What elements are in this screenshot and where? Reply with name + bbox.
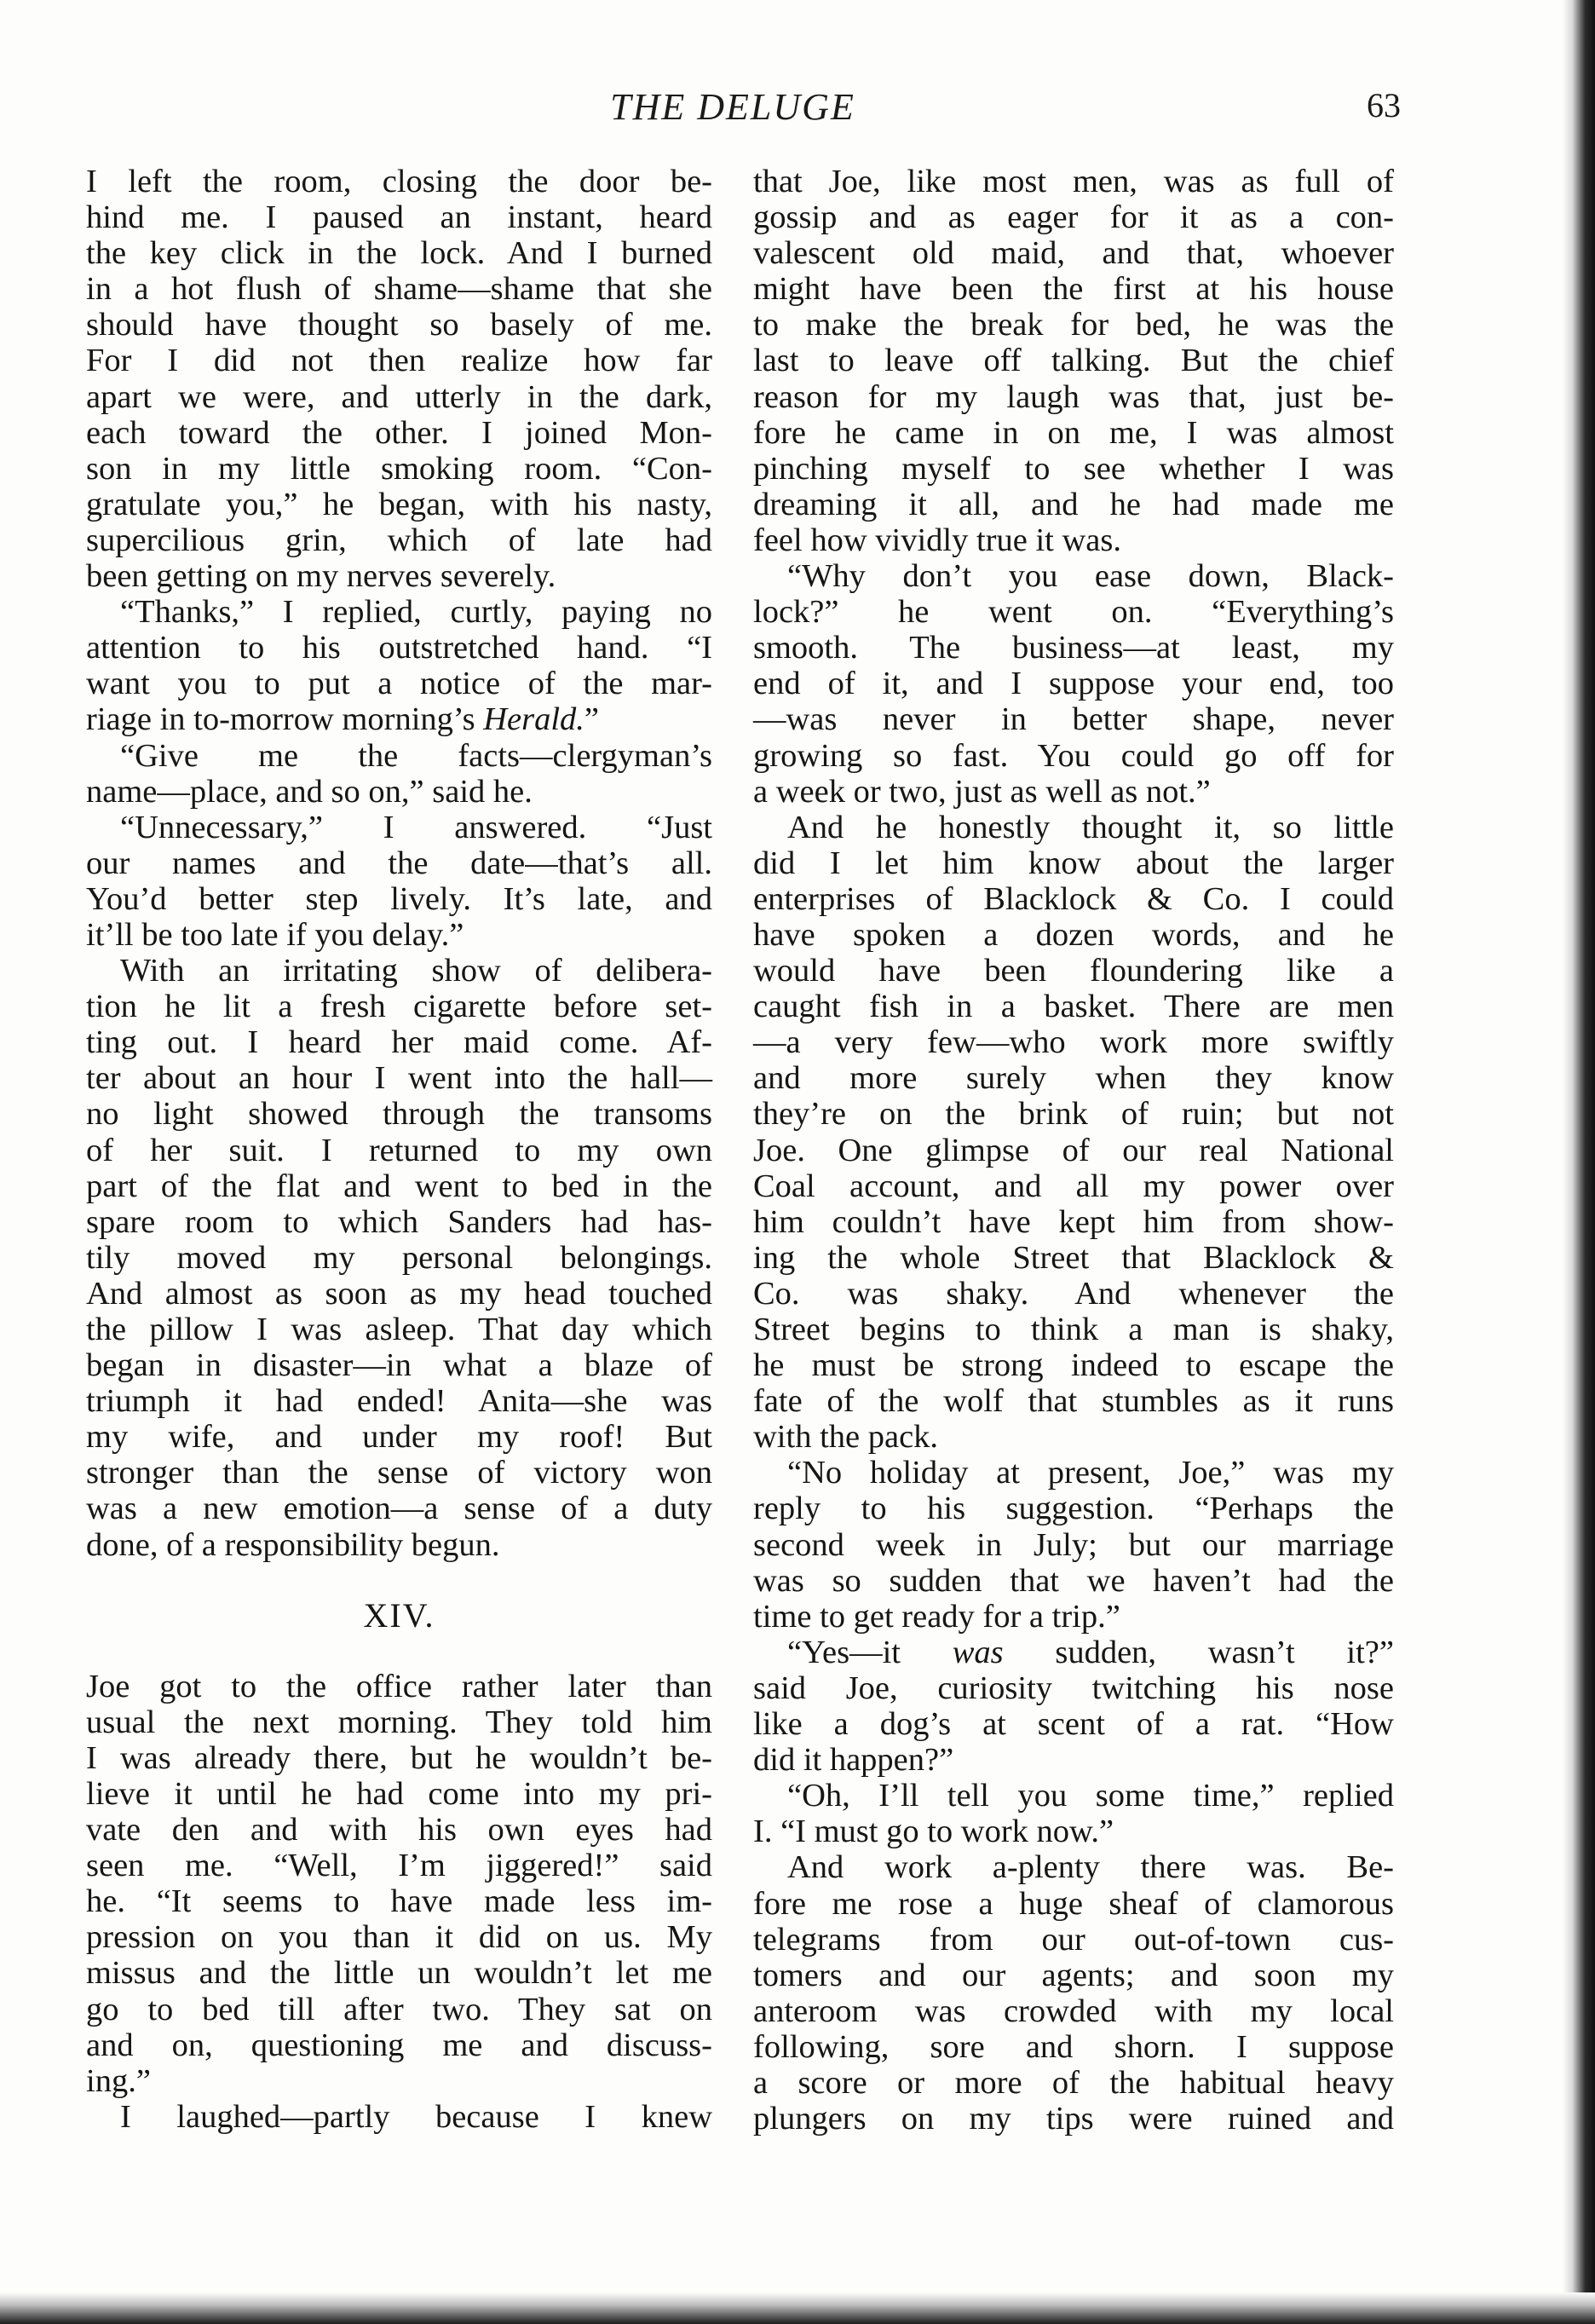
text-line: name—place, and so on,” said he. <box>86 773 533 810</box>
scan-bottom-shadow <box>0 2292 1595 2324</box>
text-line: Joe got to the office rather later than <box>86 1668 712 1704</box>
paragraph <box>753 164 1394 558</box>
text-line: that Joe, like most men, was as full of <box>753 164 1394 199</box>
text-line: “Thanks,” I replied, curtly, paying no <box>120 594 712 631</box>
text-line: —a very few—who work more swiftly <box>753 1024 1394 1061</box>
text-line: “No holiday at present, Joe,” was my <box>787 1455 1394 1491</box>
text-line: the pillow I was asleep. That day which <box>86 1312 712 1347</box>
text-line: gratulate you,” he began, with his nasty, <box>86 486 712 522</box>
text-line: and more surely when they know <box>753 1060 1394 1097</box>
text-line: telegrams from our out-of-town cus- <box>753 1921 1394 1958</box>
paragraph <box>753 1635 1394 1778</box>
text-line: caught fish in a basket. There are men <box>753 989 1394 1025</box>
text-line: of her suit. I returned to my own <box>86 1132 712 1168</box>
text-line: ing the whole Street that Blacklock & <box>753 1239 1394 1276</box>
text-line: last to leave off talking. But the chief <box>753 343 1394 379</box>
text-line: tomers and our agents; and soon my <box>753 1957 1394 1993</box>
text-line: I left the room, closing the door be- <box>86 164 712 199</box>
text-line: I was already there, but he wouldn’t be- <box>86 1739 712 1776</box>
text-line: ter about an hour I went into the hall— <box>86 1060 712 1097</box>
right-column <box>753 164 1394 2137</box>
text-line: ing.” <box>86 2062 151 2099</box>
text-line <box>86 701 712 737</box>
text-line: have spoken a dozen words, and he <box>753 916 1394 953</box>
text-line: the key click in the lock. And I burned <box>86 235 712 272</box>
text-line: tily moved my personal belongings. <box>86 1239 712 1276</box>
text-line: feel how vividly true it was. <box>753 522 1121 558</box>
text-line: want you to put a notice of the mar- <box>86 666 712 702</box>
text-line: enterprises of Blacklock & Co. I could <box>753 880 1394 917</box>
text-run: ” <box>584 701 599 738</box>
paragraph <box>86 738 712 810</box>
section-heading: XIV. <box>363 1595 435 1635</box>
paragraph <box>753 1778 1394 1849</box>
paragraph <box>753 810 1394 1456</box>
text-line: attention to his outstretched hand. “I <box>86 630 712 666</box>
text-line: I. “I must go to work now.” <box>753 1814 1114 1850</box>
text-line: tion he lit a fresh cigarette before set- <box>86 989 712 1025</box>
text-line: seen me. “Well, I’m jiggered!” said <box>86 1848 712 1884</box>
text-line: ting out. I heard her maid come. Af- <box>86 1024 712 1061</box>
text-line: son in my little smoking room. “Con- <box>86 450 712 487</box>
text-line: fore me rose a huge sheaf of clamorous <box>753 1885 1394 1922</box>
paragraph <box>86 953 712 1563</box>
paragraph <box>86 1669 712 2099</box>
text-line: fore he came in on me, I was almost <box>753 414 1394 451</box>
text-line: Joe. One glimpse of our real National <box>753 1132 1394 1168</box>
left-column <box>86 164 712 2135</box>
text-line: pinching myself to see whether I was <box>753 450 1394 487</box>
emphasized-word: was <box>952 1634 1004 1670</box>
text-line: lock?” he went on. “Everything’s <box>753 594 1394 631</box>
text-line: time to get ready for a trip.” <box>753 1598 1120 1635</box>
text-line: would have been floundering like a <box>753 953 1394 989</box>
paragraph <box>86 810 712 953</box>
text-line: it’ll be too late if you delay.” <box>86 916 464 953</box>
text-line: “Why don’t you ease down, Black- <box>787 558 1394 595</box>
text-line: pression on you than it did on us. My <box>86 1919 712 1956</box>
paragraph <box>86 2099 712 2135</box>
text-line: did I let him know about the larger <box>753 845 1394 881</box>
text-line: apart we were, and utterly in the dark, <box>86 378 712 415</box>
text-line: gossip and as eager for it as a con- <box>753 199 1394 236</box>
text-line: was so sudden that we haven’t had the <box>753 1562 1394 1599</box>
text-line: our names and the date—that’s all. <box>86 845 712 881</box>
text-line: might have been the first at his house <box>753 271 1394 308</box>
text-line: And work a-plenty there was. Be- <box>787 1849 1394 1886</box>
text-line: like a dog’s at scent of a rat. “How <box>753 1706 1394 1743</box>
text-run: riage in to-morrow morning’s <box>86 701 484 738</box>
text-line: lieve it until he had come into my pri- <box>86 1775 712 1812</box>
paragraph <box>753 1849 1394 2137</box>
text-line: missus and the little un wouldn’t let me <box>86 1955 712 1992</box>
paragraph <box>86 164 712 594</box>
text-line: dreaming it all, and he had made me <box>753 486 1394 522</box>
text-line: anteroom was crowded with my local <box>753 1992 1394 2029</box>
text-line: to make the break for bed, he was the <box>753 307 1394 343</box>
text-line: fate of the wolf that stumbles as it runs <box>753 1383 1394 1420</box>
paragraph <box>753 558 1394 810</box>
text-line: and on, questioning me and discuss- <box>86 2027 712 2063</box>
paragraph <box>86 594 712 737</box>
newspaper-title: Herald. <box>483 701 584 738</box>
text-line: —was never in better shape, never <box>753 701 1394 738</box>
text-line: a score or more of the habitual heavy <box>753 2064 1394 2101</box>
text-run: sudden, wasn’t it?” <box>1003 1634 1394 1670</box>
text-line: reason for my laugh was that, just be- <box>753 378 1394 415</box>
text-run: “Yes—it <box>787 1634 953 1670</box>
text-line: hind me. I paused an instant, heard <box>86 199 712 236</box>
text-line: spare room to which Sanders had has- <box>86 1203 712 1240</box>
scan-edge-shadow <box>1563 0 1595 2324</box>
text-line: reply to his suggestion. “Perhaps the <box>753 1491 1394 1527</box>
text-line: I laughed—partly because I knew <box>120 2098 712 2135</box>
text-line: should have thought so basely of me. <box>86 307 712 343</box>
text-line: Street begins to think a man is shaky, <box>753 1312 1394 1347</box>
text-line: in a hot flush of shame—shame that she <box>86 271 712 308</box>
text-line: You’d better step lively. It’s late, and <box>86 880 712 917</box>
text-line: him couldn’t have kept him from show- <box>753 1203 1394 1240</box>
text-line: been getting on my nerves severely. <box>86 558 556 595</box>
text-line: plungers on my tips were ruined and <box>753 2101 1394 2137</box>
paragraph <box>753 1455 1394 1634</box>
text-line: began in disaster—in what a blaze of <box>86 1347 712 1384</box>
text-line <box>753 1635 1394 1670</box>
text-line: end of it, and I suppose your end, too <box>753 666 1394 702</box>
text-line: said Joe, curiosity twitching his nose <box>753 1669 1394 1706</box>
text-line: “Oh, I’ll tell you some time,” replied <box>787 1778 1394 1814</box>
text-line: was a new emotion—a sense of a duty <box>86 1491 712 1527</box>
text-line: second week in July; but our marriage <box>753 1526 1394 1563</box>
text-line: valescent old maid, and that, whoever <box>753 235 1394 272</box>
text-line: smooth. The business—at least, my <box>753 630 1394 666</box>
text-line: vate den and with his own eyes had <box>86 1812 712 1848</box>
text-line: with the pack. <box>753 1419 939 1456</box>
text-line: he must be strong indeed to escape the <box>753 1347 1394 1384</box>
text-line: go to bed till after two. They sat on <box>86 1991 712 2027</box>
text-line: he. “It seems to have made less im- <box>86 1883 712 1920</box>
text-line: done, of a responsibility begun. <box>86 1526 500 1563</box>
text-line: part of the flat and went to bed in the <box>86 1168 712 1204</box>
text-line: a week or two, just as well as not.” <box>753 773 1211 810</box>
text-line: following, sore and shorn. I suppose <box>753 2028 1394 2065</box>
text-line: each toward the other. I joined Mon- <box>86 414 712 451</box>
text-line: “Unnecessary,” I answered. “Just <box>120 809 712 845</box>
text-line: stronger than the sense of victory won <box>86 1455 712 1491</box>
text-line: did it happen?” <box>753 1742 954 1779</box>
text-line: usual the next morning. They told him <box>86 1704 712 1740</box>
page-number: 63 <box>1367 86 1401 124</box>
text-line: they’re on the brink of ruin; but not <box>753 1096 1394 1133</box>
text-line: And he honestly thought it, so little <box>787 809 1394 845</box>
text-line: my wife, and under my roof! But <box>86 1419 712 1456</box>
text-line: Coal account, and all my power over <box>753 1168 1394 1204</box>
text-line: “Give me the facts—clergyman’s <box>120 737 712 774</box>
text-line: growing so fast. You could go off for <box>753 737 1394 774</box>
text-line: Co. was shaky. And whenever the <box>753 1275 1394 1312</box>
text-line: no light showed through the transoms <box>86 1096 712 1133</box>
text-line: And almost as soon as my head touched <box>86 1275 712 1312</box>
text-line: For I did not then realize how far <box>86 343 712 379</box>
text-line: With an irritating show of delibera- <box>120 953 712 989</box>
text-line: supercilious grin, which of late had <box>86 522 712 558</box>
running-title: THE DELUGE <box>610 86 855 128</box>
text-line: triumph it had ended! Anita—she was <box>86 1383 712 1420</box>
